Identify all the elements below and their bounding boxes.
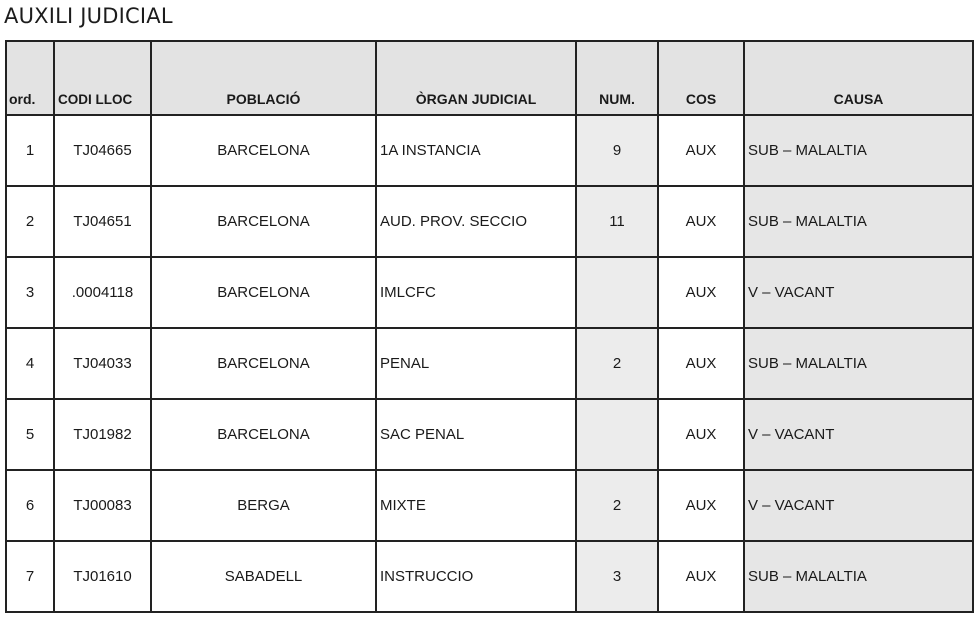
col-header-organ-judicial: ÒRGAN JUDICIAL: [376, 41, 576, 115]
cell-codi-lloc: TJ01982: [54, 399, 151, 470]
cell-organ-judicial: IMLCFC: [376, 257, 576, 328]
cell-ord: 6: [6, 470, 54, 541]
cell-num: 2: [576, 470, 658, 541]
table-row: [6, 186, 973, 257]
cell-organ-judicial: PENAL: [376, 328, 576, 399]
table-row: [6, 328, 973, 399]
table-header-row: [6, 41, 973, 115]
cell-num: 9: [576, 115, 658, 186]
col-header-num: NUM.: [576, 41, 658, 115]
cell-organ-judicial: MIXTE: [376, 470, 576, 541]
table-row: [6, 470, 973, 541]
cell-cos: AUX: [658, 257, 744, 328]
cell-ord: 4: [6, 328, 54, 399]
cell-poblacio: SABADELL: [151, 541, 376, 612]
cell-num: 11: [576, 186, 658, 257]
cell-ord: 1: [6, 115, 54, 186]
cell-cos: AUX: [658, 115, 744, 186]
cell-organ-judicial: SAC PENAL: [376, 399, 576, 470]
cell-ord: 5: [6, 399, 54, 470]
col-header-codi-lloc: CODI LLOC: [54, 41, 151, 115]
cell-codi-lloc: .0004118: [54, 257, 151, 328]
cell-organ-judicial: AUD. PROV. SECCIO: [376, 186, 576, 257]
col-header-poblacio: POBLACIÓ: [151, 41, 376, 115]
cell-codi-lloc: TJ04651: [54, 186, 151, 257]
cell-codi-lloc: TJ04665: [54, 115, 151, 186]
cell-codi-lloc: TJ00083: [54, 470, 151, 541]
cell-causa: SUB – MALALTIA: [744, 115, 973, 186]
cell-num: 2: [576, 328, 658, 399]
cell-cos: AUX: [658, 186, 744, 257]
page-title: AUXILI JUDICIAL: [4, 4, 173, 28]
cell-ord: 3: [6, 257, 54, 328]
cell-organ-judicial: INSTRUCCIO: [376, 541, 576, 612]
cell-causa: SUB – MALALTIA: [744, 541, 973, 612]
table-row: [6, 257, 973, 328]
cell-poblacio: BARCELONA: [151, 257, 376, 328]
cell-causa: V – VACANT: [744, 470, 973, 541]
cell-cos: AUX: [658, 399, 744, 470]
cell-poblacio: BARCELONA: [151, 328, 376, 399]
cell-causa: V – VACANT: [744, 399, 973, 470]
cell-num: 3: [576, 541, 658, 612]
cell-num: [576, 399, 658, 470]
col-header-cos: COS: [658, 41, 744, 115]
cell-ord: 2: [6, 186, 54, 257]
positions-table: [5, 40, 974, 613]
cell-codi-lloc: TJ04033: [54, 328, 151, 399]
cell-cos: AUX: [658, 328, 744, 399]
cell-causa: SUB – MALALTIA: [744, 186, 973, 257]
cell-cos: AUX: [658, 470, 744, 541]
cell-poblacio: BARCELONA: [151, 115, 376, 186]
col-header-ord: ord.: [6, 41, 54, 115]
col-header-causa: CAUSA: [744, 41, 973, 115]
cell-poblacio: BARCELONA: [151, 186, 376, 257]
cell-poblacio: BERGA: [151, 470, 376, 541]
cell-causa: SUB – MALALTIA: [744, 328, 973, 399]
cell-codi-lloc: TJ01610: [54, 541, 151, 612]
cell-organ-judicial: 1A INSTANCIA: [376, 115, 576, 186]
cell-num: [576, 257, 658, 328]
table-row: [6, 115, 973, 186]
cell-ord: 7: [6, 541, 54, 612]
cell-poblacio: BARCELONA: [151, 399, 376, 470]
table-row: [6, 541, 973, 612]
table-row: [6, 399, 973, 470]
cell-cos: AUX: [658, 541, 744, 612]
cell-causa: V – VACANT: [744, 257, 973, 328]
